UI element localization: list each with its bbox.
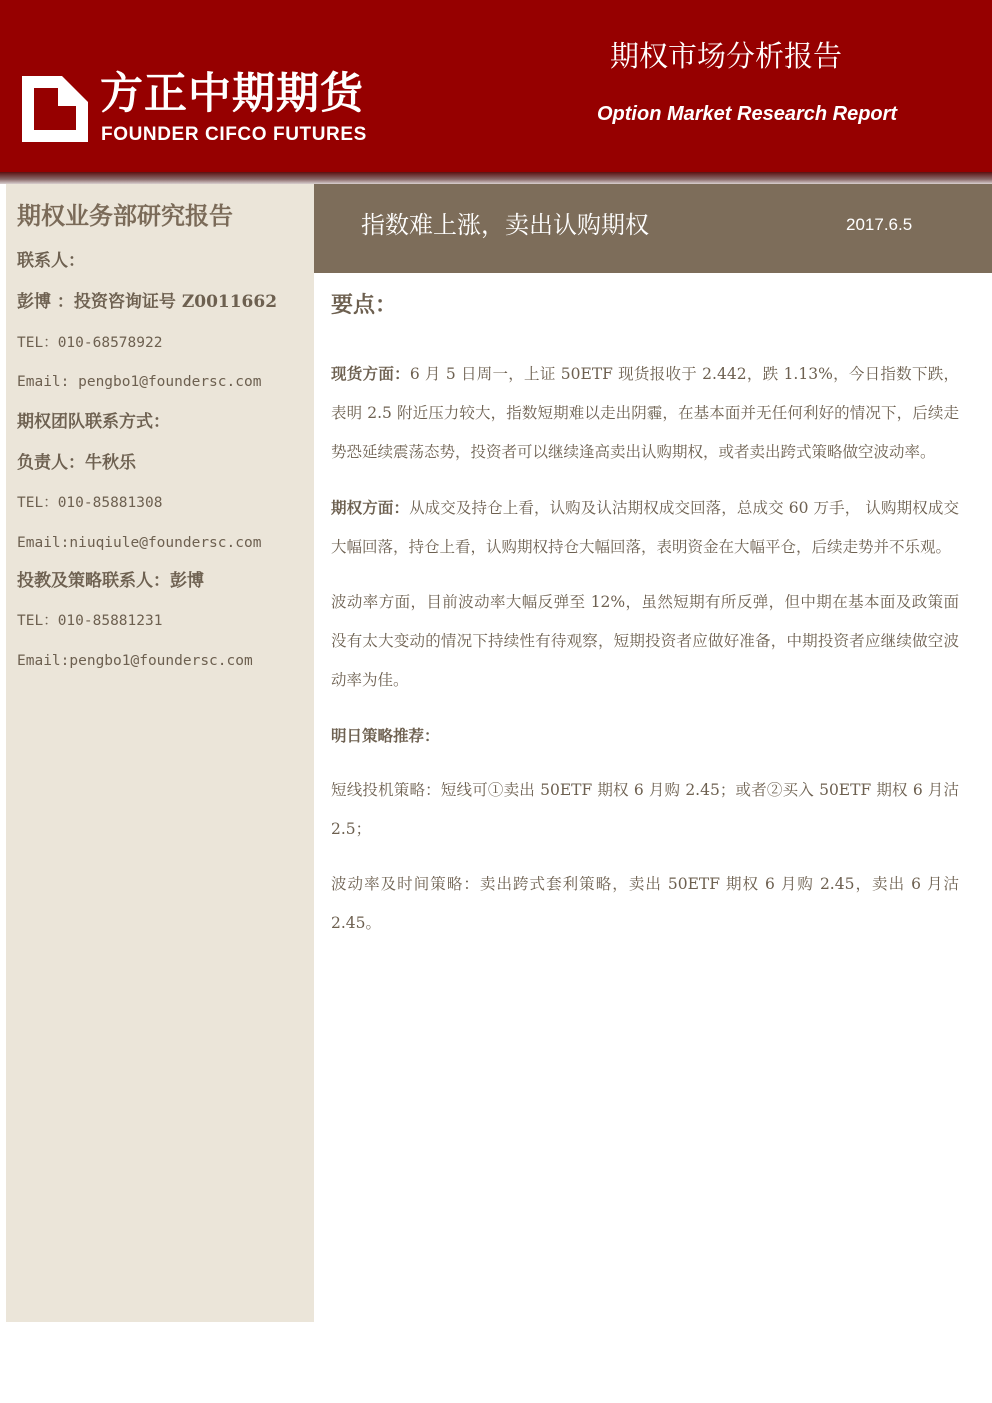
spot-text: 6 月 5 日周一，上证 50ETF 现货报收于 2.442，跌 1.13%，今日指数下跌，表明 2.5 附近压力较大，指数短期难以走出阴霾，在基本面并无任何利好的情况下，后续走势恐延续震荡态势，投资者可以继续逢高卖出认购期权，或者卖出跨式策略做空波动率。 bbox=[331, 365, 959, 461]
founder-logo-icon bbox=[22, 76, 88, 142]
brand-name-cn: 方正中期期货 bbox=[100, 69, 364, 119]
brand-name-en: FOUNDER CIFCO FUTURES bbox=[101, 124, 367, 145]
main-content bbox=[331, 282, 959, 959]
sidebar-title: 期权业务部研究报告 bbox=[17, 201, 233, 230]
strategy-heading: 明日策略推荐： bbox=[331, 726, 440, 745]
key-points-heading: 要点： bbox=[331, 292, 398, 318]
options-text: 从成交及持仓上看，认购及认沽期权成交回落，总成交 60 万手， 认购期权成交大幅回落，持仓上看，认购期权持仓大幅回落，表明资金在大幅平仓，后续走势并不乐观。 bbox=[331, 499, 959, 556]
contact-tel: TEL：010-68578922 bbox=[17, 335, 163, 351]
paragraph-short-term: 短线投机策略：短线可①卖出 50ETF 期权 6 月购 2.45；或者②买入 50ETF 期权 6 月沽 2.5； bbox=[331, 781, 959, 838]
paragraph-spot bbox=[331, 354, 959, 472]
edu-email[interactable]: Email:pengbo1@foundersc.com bbox=[17, 653, 253, 669]
paragraph-volatility: 波动率方面，目前波动率大幅反弹至 12%，虽然短期有所反弹，但中期在基本面及政策面没有太大变动的情况下持续性有待观察，短期投资者应做好准备，中期投资者应继续做空波动率为佳。 bbox=[331, 593, 959, 689]
team-lead: 负责人：牛秋乐 bbox=[17, 453, 136, 473]
paragraph-options bbox=[331, 488, 959, 567]
report-title-cn: 期权市场分析报告 bbox=[610, 39, 843, 73]
header-shadow bbox=[0, 172, 992, 184]
team-email[interactable]: Email:niuqiule@foundersc.com bbox=[17, 535, 262, 551]
report-title-en: Option Market Research Report bbox=[597, 103, 898, 125]
edu-contact: 投教及策略联系人：彭博 bbox=[17, 571, 204, 591]
report-headline: 指数难上涨，卖出认购期权 bbox=[361, 211, 649, 239]
paragraph-vol-strategy: 波动率及时间策略：卖出跨式套利策略，卖出 50ETF 期权 6 月购 2.45，卖出 6 月沽 2.45。 bbox=[331, 875, 959, 932]
contact-email[interactable]: Email: pengbo1@foundersc.com bbox=[17, 374, 262, 390]
spot-label: 现货方面： bbox=[331, 364, 410, 383]
options-label: 期权方面： bbox=[331, 498, 410, 517]
team-tel: TEL：010-85881308 bbox=[17, 495, 163, 511]
team-label: 期权团队联系方式： bbox=[17, 412, 170, 432]
edu-tel: TEL：010-85881231 bbox=[17, 613, 163, 629]
sidebar-panel bbox=[6, 184, 314, 1322]
contacts-label: 联系人： bbox=[17, 251, 85, 271]
report-date: 2017.6.5 bbox=[846, 215, 913, 234]
contact-analyst: 彭博 ：投资咨询证号 Z0011662 bbox=[17, 292, 278, 312]
